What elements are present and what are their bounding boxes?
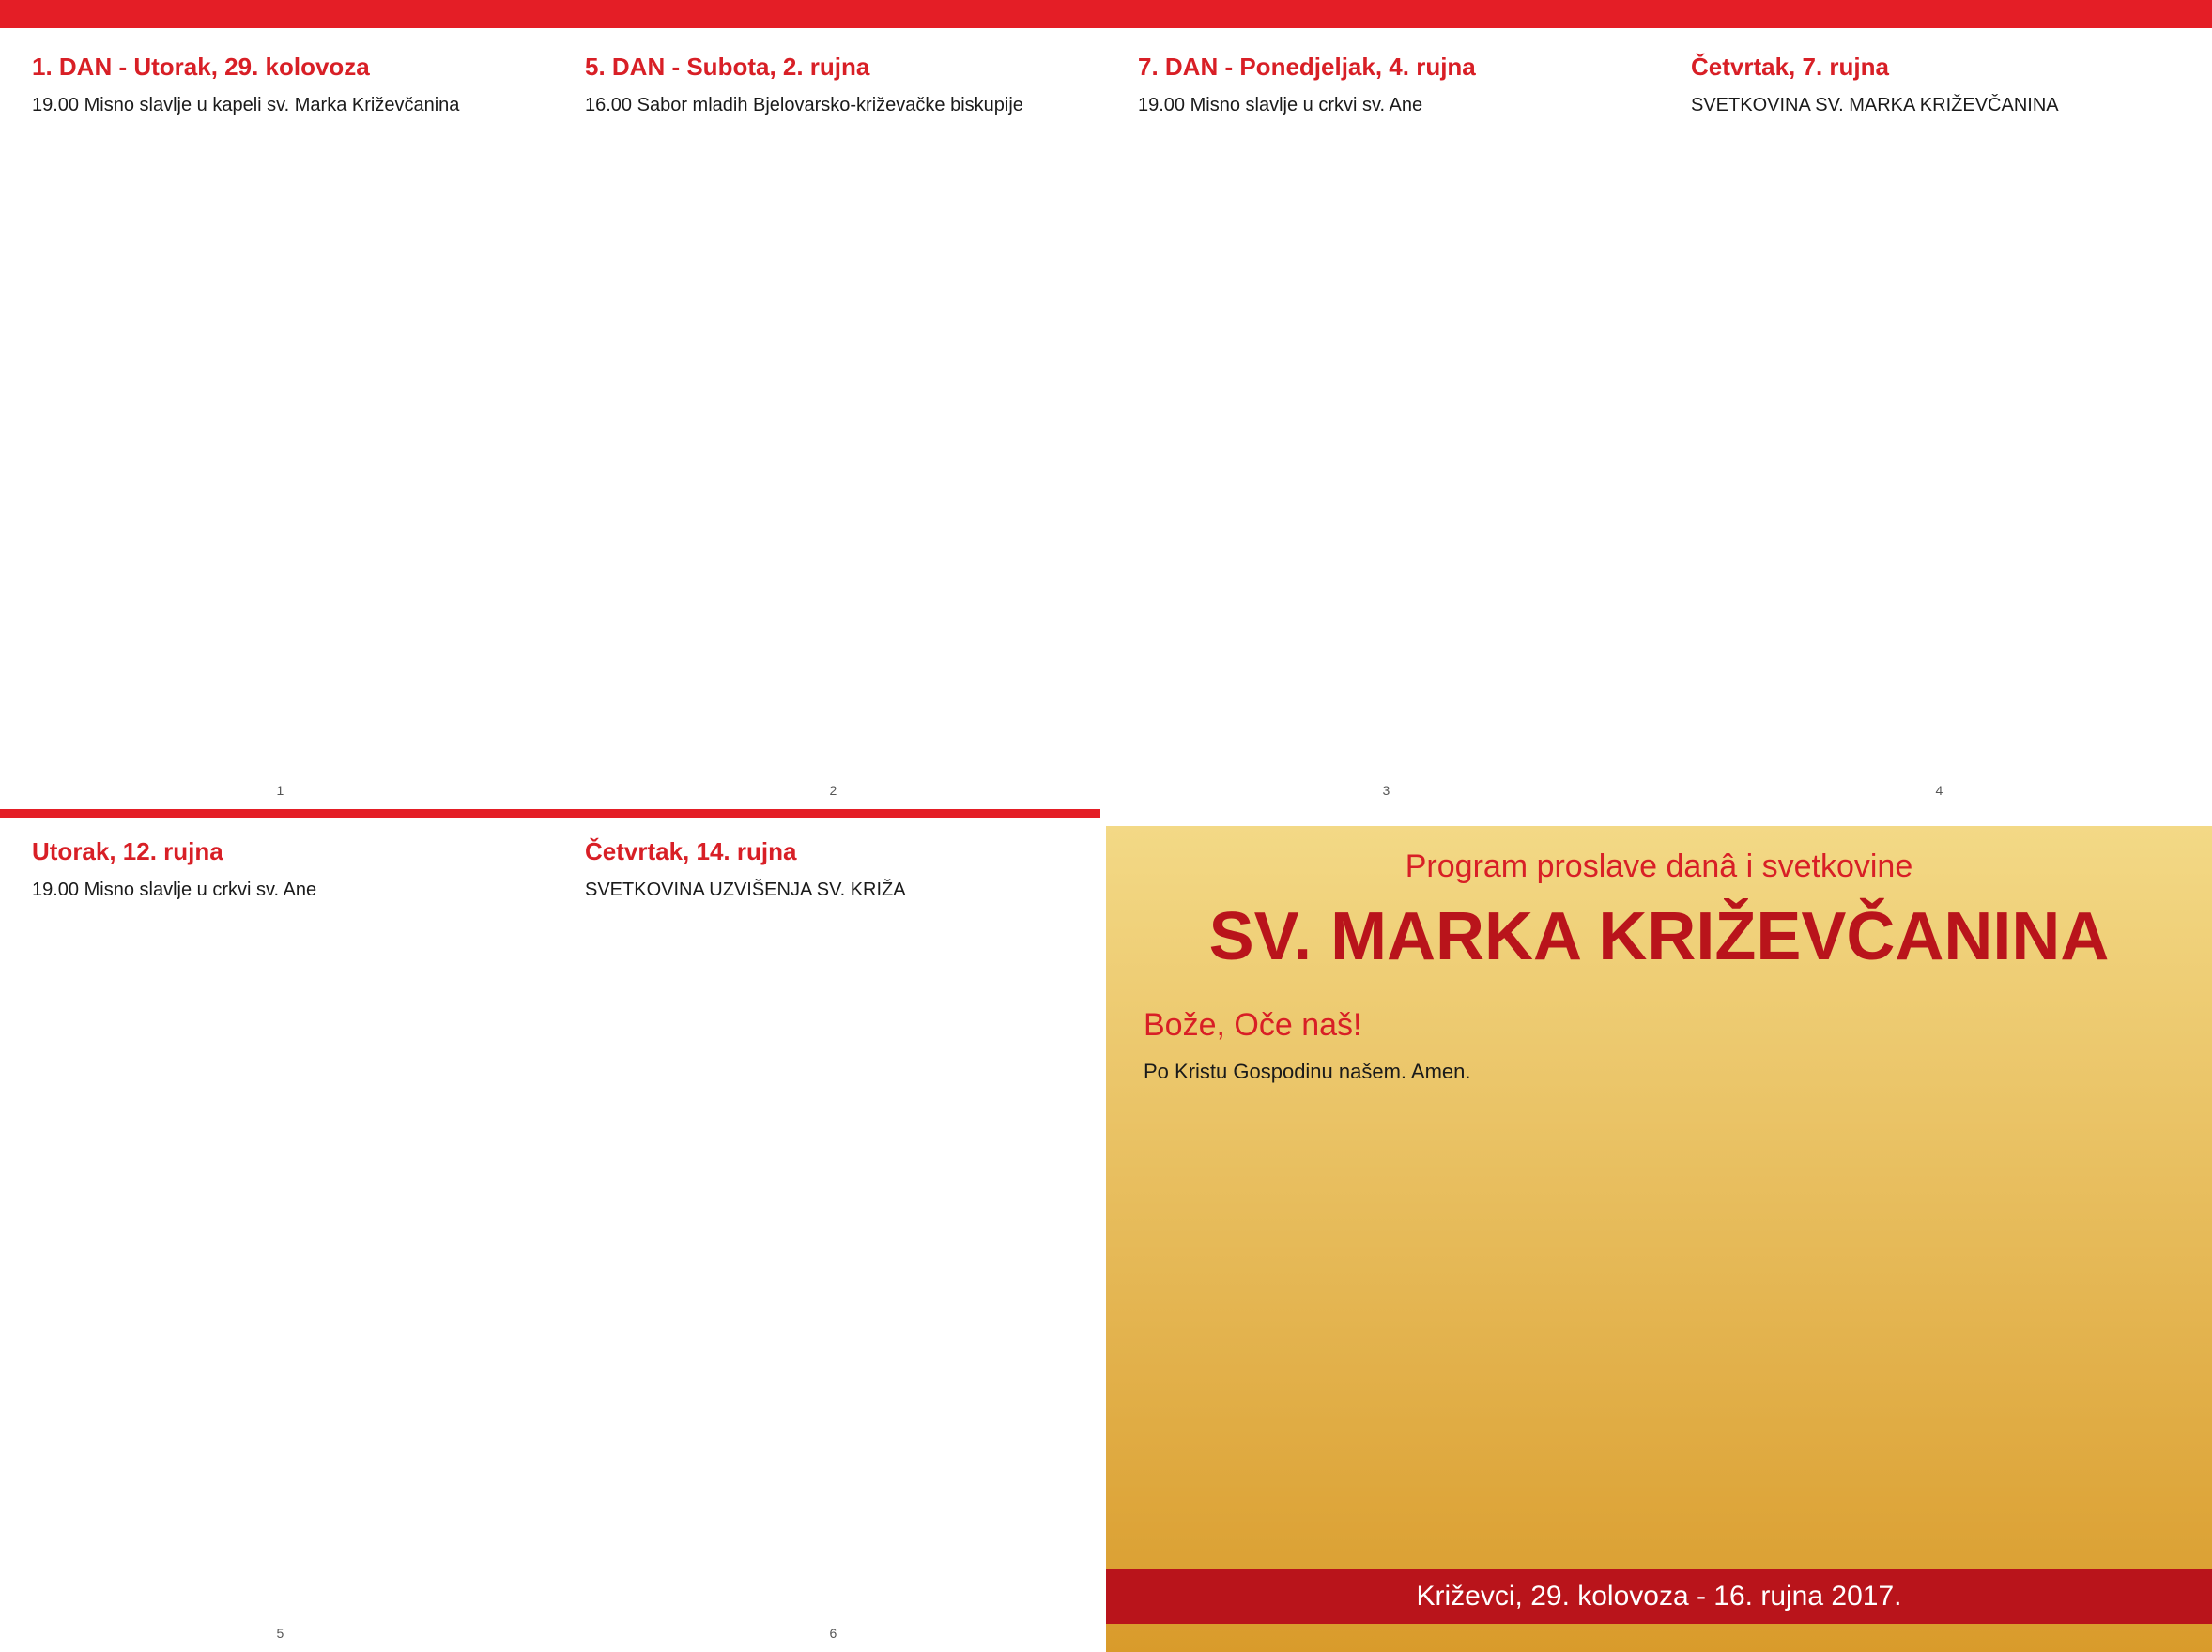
panel-heading: 5. DAN - Subota, 2. rujna bbox=[585, 53, 870, 81]
panel-first-line: SVETKOVINA SV. MARKA KRIŽEVČANINA bbox=[1691, 95, 2059, 115]
panel-page-3 bbox=[1106, 41, 1659, 809]
panel-heading: 7. DAN - Ponedjeljak, 4. rujna bbox=[1138, 53, 1476, 81]
page-number: 6 bbox=[829, 1626, 837, 1641]
panel-page-4 bbox=[1659, 41, 2212, 809]
cover-dates: Križevci, 29. kolovoza - 16. rujna 2017. bbox=[1106, 1569, 2212, 1624]
prayer-heading: Bože, Oče naš! bbox=[1144, 1007, 1362, 1043]
page-number: 3 bbox=[1382, 783, 1390, 798]
cover-subtitle: Program proslave danâ i svetkovine bbox=[1405, 849, 1913, 884]
panel-first-line: 19.00 Misno slavlje u kapeli sv. Marka Križevčanina bbox=[32, 95, 460, 115]
panel-page-6 bbox=[553, 826, 1106, 1652]
top-red-bar bbox=[0, 0, 2212, 28]
panel-heading: Utorak, 12. rujna bbox=[32, 837, 223, 865]
middle-red-bar bbox=[0, 809, 1100, 818]
panel-heading: Četvrtak, 7. rujna bbox=[1691, 53, 1889, 81]
cover-title: SV. MARKA KRIŽEVČANINA bbox=[1208, 899, 2110, 974]
panel-first-line: 19.00 Misno slavlje u crkvi sv. Ane bbox=[1138, 95, 1423, 115]
page-number: 4 bbox=[1935, 783, 1943, 798]
panel-page-5 bbox=[0, 826, 553, 1652]
panel-heading: Četvrtak, 14. rujna bbox=[585, 837, 797, 865]
panel-first-line: 16.00 Sabor mladih Bjelovarsko-križevačke biskupije bbox=[585, 95, 1023, 115]
page-number: 2 bbox=[829, 783, 837, 798]
panel-page-1 bbox=[0, 41, 553, 809]
panel-heading: 1. DAN - Utorak, 29. kolovoza bbox=[32, 53, 370, 81]
panel-first-line: 19.00 Misno slavlje u crkvi sv. Ane bbox=[32, 880, 317, 900]
bottom-row bbox=[0, 826, 2212, 1652]
page-number: 1 bbox=[276, 783, 284, 798]
page-number: 5 bbox=[276, 1626, 284, 1641]
panel-first-line: SVETKOVINA UZVIŠENJA SV. KRIŽA bbox=[585, 880, 906, 900]
panel-page-2 bbox=[553, 41, 1106, 809]
top-row bbox=[0, 41, 2212, 809]
prayer-closing: Po Kristu Gospodinu našem. Amen. bbox=[1144, 1060, 1471, 1083]
cover-panel bbox=[1106, 826, 2212, 1652]
